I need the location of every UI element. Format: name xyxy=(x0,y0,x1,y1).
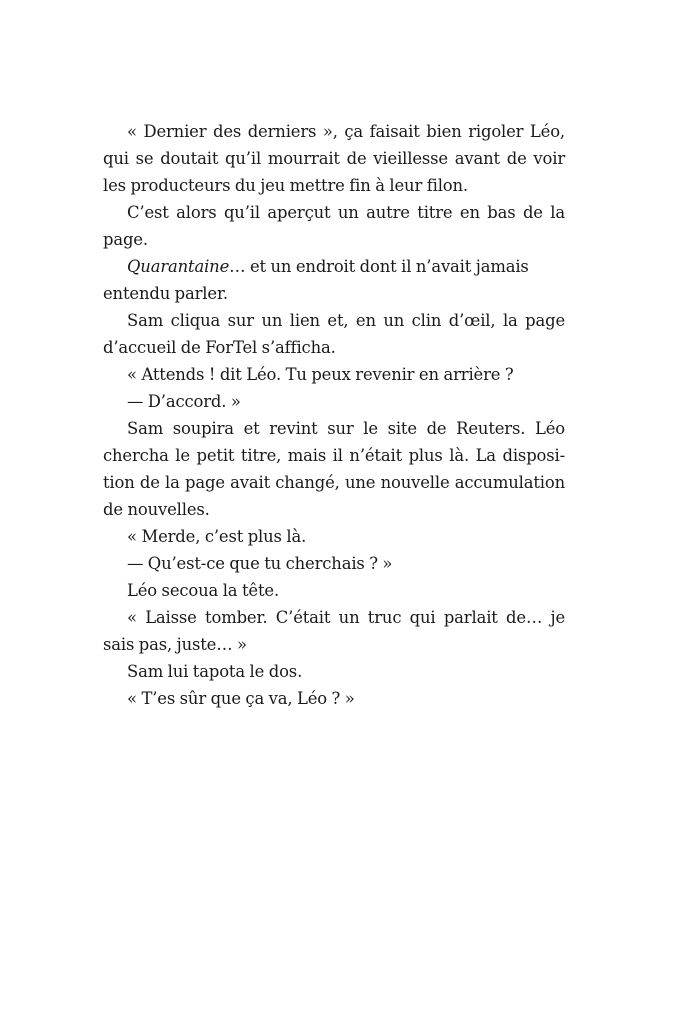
text-line: — D’accord. » xyxy=(127,392,241,411)
text-line-quarantaine xyxy=(103,253,565,280)
text-line: de nouvelles. xyxy=(103,500,210,519)
text-line: les producteurs du jeu mettre fin à leur filon. xyxy=(103,176,468,195)
text-line: C’est alors qu’il aperçut un autre titre en bas de la xyxy=(127,203,565,222)
text-line: page. xyxy=(103,230,148,249)
text-line: « Laisse tomber. C’était un truc qui parlait de… je xyxy=(127,608,565,627)
book-page-text xyxy=(103,118,565,712)
text-line: tion de la page avait changé, une nouvelle accumulation xyxy=(103,473,565,492)
text-line: sais pas, juste… » xyxy=(103,635,247,654)
text-line: « Attends ! dit Léo. Tu peux revenir en arrière ? xyxy=(127,365,514,384)
text-line: « Dernier des derniers », ça faisait bien rigoler Léo, xyxy=(127,122,565,141)
text-line: entendu parler. xyxy=(103,284,228,303)
text-line: — Qu’est-ce que tu cherchais ? » xyxy=(127,554,393,573)
text-line: chercha le petit titre, mais il n’était plus là. La disposi- xyxy=(103,446,565,465)
text-line: « T’es sûr que ça va, Léo ? » xyxy=(127,689,355,708)
text-fragment: … et un endroit dont il n’avait jamais xyxy=(229,257,529,276)
text-line: Sam lui tapota le dos. xyxy=(127,662,303,681)
text-line: Sam soupira et revint sur le site de Reuters. Léo xyxy=(127,419,565,438)
text-line: d’accueil de ForTel s’afficha. xyxy=(103,338,336,357)
text-line: Léo secoua la tête. xyxy=(127,581,280,600)
italic-title: Quarantaine xyxy=(127,257,230,276)
text-line: « Merde, c’est plus là. xyxy=(127,527,307,546)
text-line: qui se doutait qu’il mourrait de vieillesse avant de voir xyxy=(103,149,565,168)
text-line: Sam cliqua sur un lien et, en un clin d’œil, la page xyxy=(127,311,565,330)
